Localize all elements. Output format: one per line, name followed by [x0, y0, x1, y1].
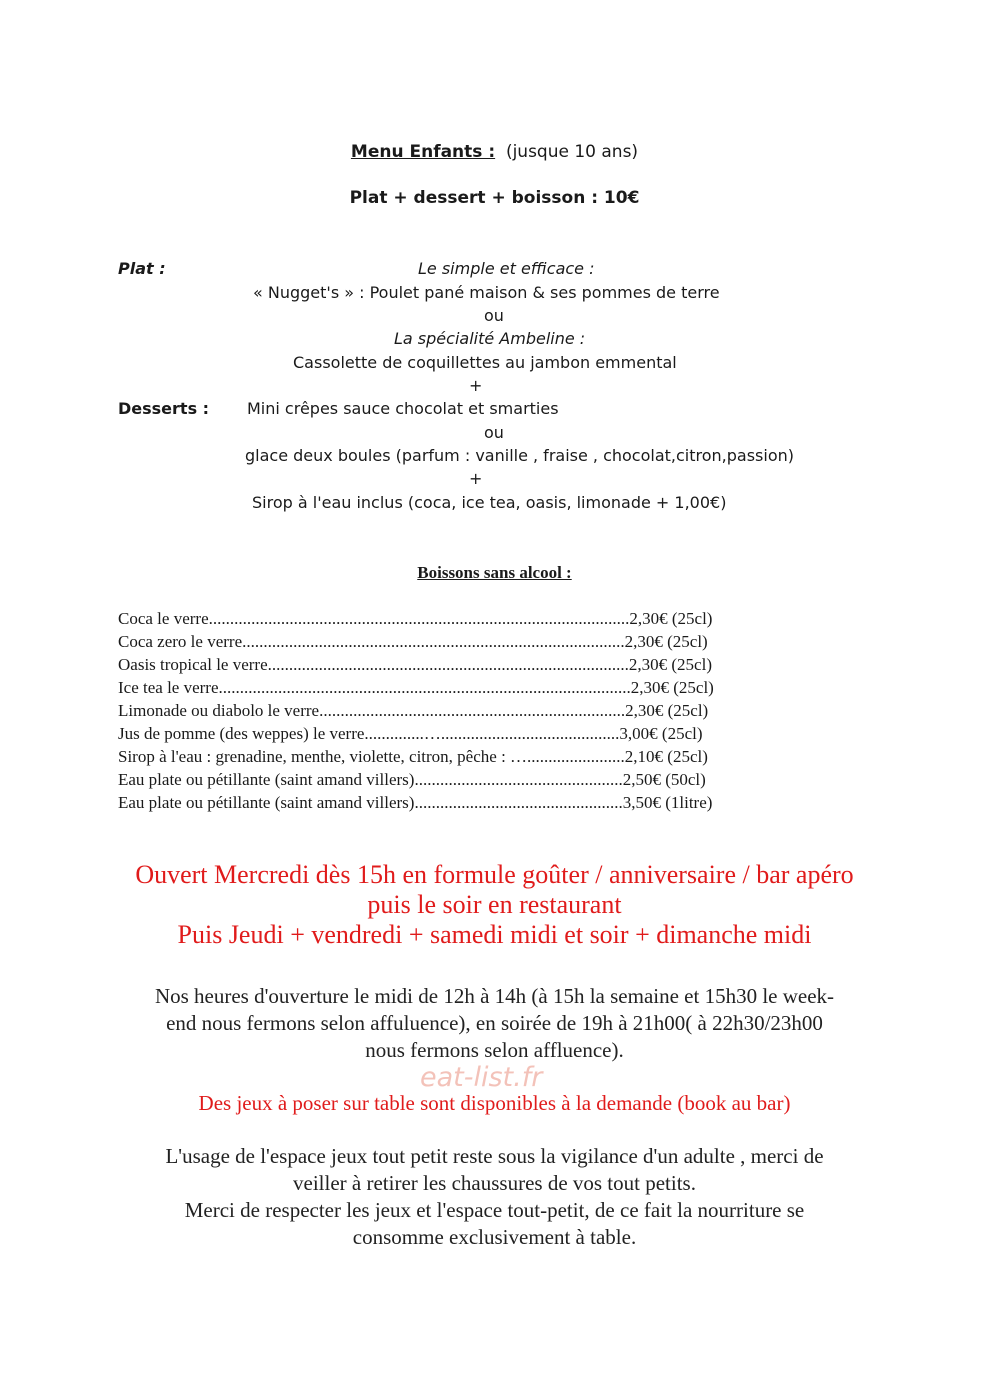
beverage-price: 2,50€ (50cl) [622, 770, 706, 789]
beverage-row [118, 701, 708, 721]
beverage-row [118, 770, 706, 790]
beverage-name: Coca zero le verre [118, 632, 243, 651]
beverage-row [118, 724, 703, 744]
beverage-price: 2,10€ (25cl) [624, 747, 708, 766]
boissons-heading: Boissons sans alcool : [417, 563, 572, 582]
beverage-dots: ................................................. [414, 770, 623, 789]
beverage-price: 3,00€ (25cl) [619, 724, 703, 743]
beverage-dots: ........................................................................ [319, 701, 626, 720]
beverage-price: 2,30€ (25cl) [624, 632, 708, 651]
desserts-label: Desserts : [118, 399, 210, 418]
beverage-row [118, 747, 708, 767]
beverage-name: Eau plate ou pétillante (saint amand villers) [118, 793, 415, 812]
beverage-price: 2,30€ (25cl) [629, 609, 713, 628]
beverage-price: 2,30€ (25cl) [628, 655, 712, 674]
beverage-dots: ................................................................................................... [208, 609, 630, 628]
beverage-name: Eau plate ou pétillante (saint amand villers) [118, 770, 415, 789]
plat-or: ou [484, 306, 504, 325]
rules-line-3: Merci de respecter les jeux et l'espace tout-petit, de ce fait la nourriture se [184, 1198, 805, 1222]
games-notice: Des jeux à poser sur table sont disponibles à la demande (book au bar) [198, 1091, 791, 1115]
beverage-name: Sirop à l'eau : grenadine, menthe, violette, citron, pêche : [118, 747, 506, 766]
beverage-row [118, 655, 712, 675]
plat-label: Plat : [118, 259, 166, 278]
menu-title-line [0, 142, 989, 162]
dessert-option1: Mini crêpes sauce chocolat et smarties [247, 399, 559, 418]
beverage-row [118, 632, 708, 652]
beverage-dots: .......................................................................................... [242, 632, 625, 651]
rules-line-4: consomme exclusivement à table. [352, 1225, 637, 1249]
beverage-dots: ................................................. [414, 793, 623, 812]
plat-option1-title: Le simple et efficace : [418, 259, 595, 278]
drink-included: Sirop à l'eau inclus (coca, ice tea, oasis, limonade + 1,00€) [252, 493, 727, 512]
plat-option1-desc: « Nugget's » : Poulet pané maison & ses pommes de terre [253, 283, 720, 302]
rules-line-2: veiller à retirer les chaussures de vos tout petits. [293, 1171, 696, 1195]
dessert-option2: glace deux boules (parfum : vanille , fraise , chocolat,citron,passion) [245, 446, 795, 465]
beverage-row [118, 609, 712, 629]
dessert-plus: + [469, 469, 483, 488]
opening-line-1: Ouvert Mercredi dès 15h en formule goûter / anniversaire / bar apéro [135, 860, 854, 889]
menu-title: Menu Enfants : [350, 142, 496, 162]
watermark-logo: eat-list.fr [420, 1062, 543, 1093]
opening-line-2: puis le soir en restaurant [367, 890, 622, 919]
plat-plus: + [469, 376, 483, 395]
beverage-name: Coca le verre [118, 609, 209, 628]
beverage-name: Limonade ou diabolo le verre [118, 701, 320, 720]
plat-option2-title: La spécialité Ambeline : [394, 329, 586, 348]
beverage-price: 2,30€ (25cl) [625, 701, 709, 720]
menu-formula: Plat + dessert + boisson : 10€ [349, 188, 640, 208]
dessert-or: ou [484, 423, 504, 442]
beverage-row [118, 678, 714, 698]
plat-option2-desc: Cassolette de coquillettes au jambon emmental [293, 353, 677, 372]
beverage-name: Ice tea le verre [118, 678, 219, 697]
beverage-price: 3,50€ (1litre) [622, 793, 713, 812]
beverage-dots: ................................................................................................. [218, 678, 631, 697]
hours-line-3: nous fermons selon affluence). [365, 1038, 624, 1062]
menu-age: (jusque 10 ans) [505, 142, 639, 162]
beverage-name: Jus de pomme (des weppes) le verre [118, 724, 365, 743]
beverage-name: Oasis tropical le verre [118, 655, 268, 674]
beverage-row [118, 793, 712, 813]
hours-line-2: end nous fermons selon affuluence), en soirée de 19h à 21h00( à 22h30/23h00 [166, 1011, 823, 1035]
hours-line-1: Nos heures d'ouverture le midi de 12h à 14h (à 15h la semaine et 15h30 le week- [154, 984, 835, 1008]
beverage-dots: ..................................................................................... [267, 655, 629, 674]
rules-line-1: L'usage de l'espace jeux tout petit reste sous la vigilance d'un adulte , merci de [165, 1144, 824, 1168]
beverage-price: 2,30€ (25cl) [630, 678, 714, 697]
beverage-dots: …....................... [505, 747, 625, 766]
beverage-dots: ..............….......................................... [364, 724, 620, 743]
opening-line-3: Puis Jeudi + vendredi + samedi midi et soir + dimanche midi [177, 920, 812, 949]
